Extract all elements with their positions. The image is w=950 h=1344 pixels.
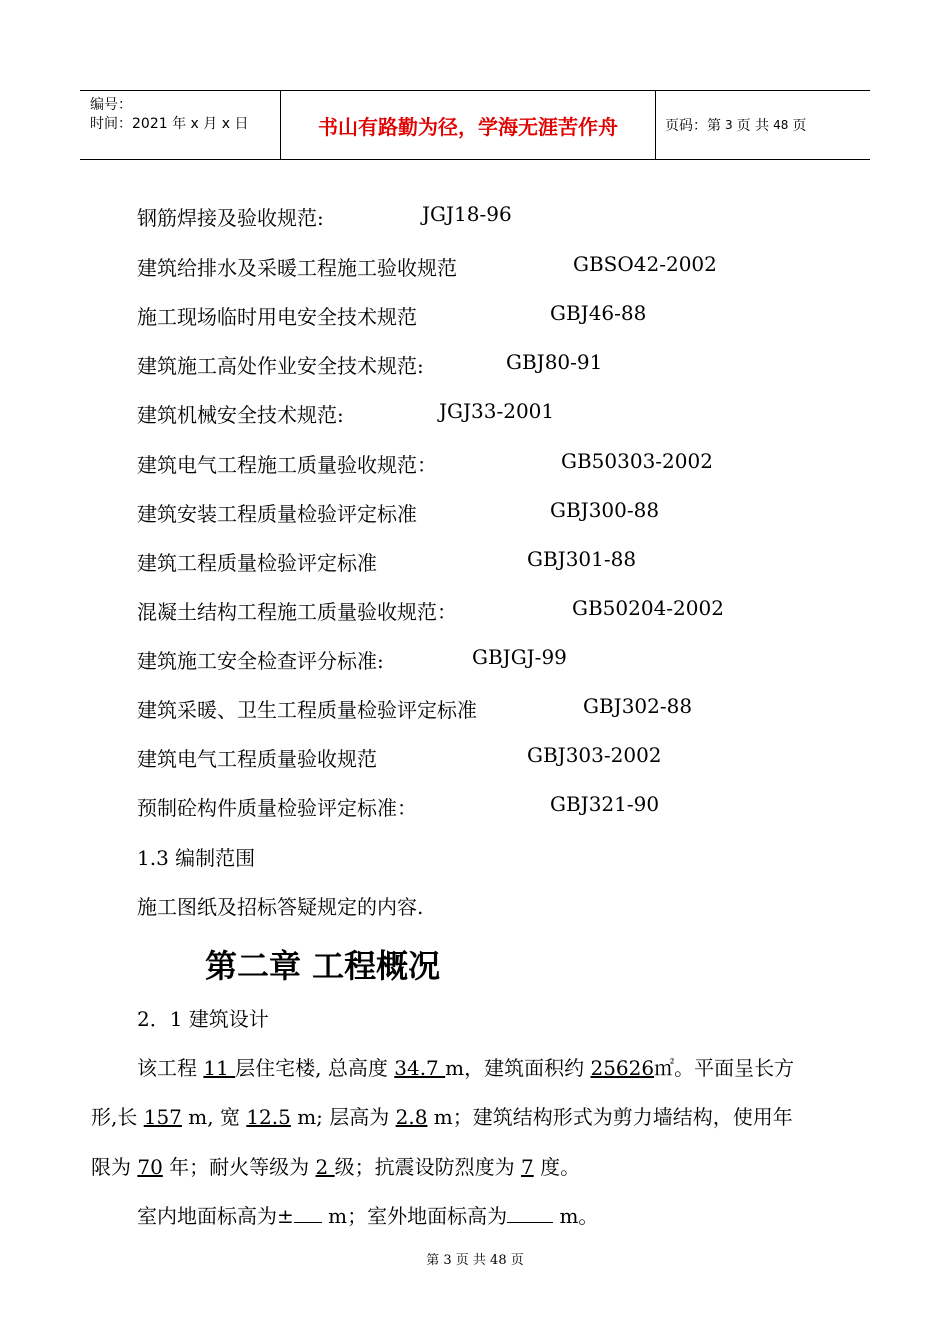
standard-name: 建筑电气工程施工质量验收规范： [137, 453, 437, 477]
header-divider [655, 91, 656, 159]
standard-code: GBJ303-2002 [527, 743, 662, 767]
standard-item [137, 301, 647, 330]
paragraph-line [91, 1101, 793, 1130]
header-page-info [665, 91, 806, 159]
standard-code: JGJ33-2001 [439, 399, 555, 423]
page-current: 3 [725, 118, 733, 132]
paragraph-line [137, 1200, 598, 1229]
text: m, 宽 [181, 1105, 247, 1129]
standard-code: GBSO42-2002 [573, 252, 717, 276]
text: 形,长 [91, 1105, 144, 1129]
standard-item [137, 202, 512, 231]
text: 级；抗震设防烈度为 [334, 1155, 521, 1179]
text: m; 层高为 [290, 1105, 396, 1129]
standard-item [137, 743, 662, 772]
standard-item [137, 694, 693, 723]
text: m，建筑面积约 [445, 1056, 591, 1080]
standard-item [137, 399, 555, 428]
text: ㎡。平面呈长方 [654, 1056, 795, 1080]
fire-rating-value: 2 [315, 1155, 335, 1179]
section-heading: 1.3 编制范围 [137, 846, 256, 870]
standard-item [137, 596, 724, 625]
standard-item [137, 498, 660, 527]
time-label: 时间：2021 年 x 月 x 日 [90, 116, 249, 132]
standard-name: 预制砼构件质量检验评定标准： [137, 796, 417, 820]
standard-name: 建筑施工安全检查评分标准: [137, 649, 384, 673]
storey-height-value: 2.8 [395, 1105, 428, 1129]
page-mid: 页 共 [736, 118, 770, 134]
standard-item [137, 792, 660, 821]
standard-name: 钢筋焊接及验收规范: [137, 206, 324, 230]
text: 限为 [91, 1155, 138, 1179]
standard-code: GBJGJ-99 [472, 645, 567, 669]
standard-item [137, 252, 717, 281]
paragraph-line [91, 1151, 580, 1180]
blank-field [294, 1204, 322, 1223]
text: 年；耐火等级为 [162, 1155, 316, 1179]
text: 室内地面标高为± [137, 1204, 294, 1228]
standard-code: GBJ321-90 [550, 792, 660, 816]
standard-name: 施工现场临时用电安全技术规范 [137, 305, 417, 329]
standard-name: 建筑采暖、卫生工程质量检验评定标准 [137, 698, 477, 722]
floors-value: 11 [203, 1056, 236, 1080]
text: m。 [553, 1204, 599, 1228]
standard-code: GBJ46-88 [550, 301, 647, 325]
standard-name: 建筑安装工程质量检验评定标准 [137, 502, 417, 526]
text: 该工程 [137, 1056, 204, 1080]
height-value: 34.7 [394, 1056, 446, 1080]
blank-field [507, 1204, 553, 1223]
text: m；建筑结构形式为剪力墙结构，使用年 [427, 1105, 793, 1129]
page-total: 48 [773, 118, 789, 132]
service-years-value: 70 [137, 1155, 163, 1179]
standard-code: GBJ302-88 [583, 694, 693, 718]
length-value: 157 [143, 1105, 182, 1129]
standard-name: 建筑电气工程质量验收规范 [137, 747, 377, 771]
serial-label: 编号： [90, 97, 132, 113]
header-motto: 书山有路勤为径，学海无涯苦作舟 [318, 114, 618, 139]
area-value: 25626 [590, 1056, 655, 1080]
text: 度。 [533, 1155, 581, 1179]
standard-code: GBJ300-88 [550, 498, 660, 522]
chapter-title: 第二章 工程概况 [205, 947, 441, 985]
standard-code: JGJ18-96 [422, 202, 512, 226]
standard-item [137, 645, 567, 674]
page-header [80, 90, 870, 160]
standard-name: 建筑机械安全技术规范: [137, 403, 344, 427]
header-meta [80, 91, 280, 159]
page-prefix: 页码：第 [665, 118, 721, 134]
paragraph-line [137, 1052, 794, 1081]
seismic-value: 7 [520, 1155, 534, 1179]
standard-item [137, 449, 713, 478]
width-value: 12.5 [246, 1105, 291, 1129]
standard-code: GBJ80-91 [506, 350, 603, 374]
text: 层住宅楼, 总高度 [235, 1056, 395, 1080]
standard-name: 建筑施工高处作业安全技术规范: [137, 354, 424, 378]
page-suffix: 页 [792, 118, 807, 134]
standard-code: GB50204-2002 [572, 596, 724, 620]
standard-code: GBJ301-88 [527, 547, 637, 571]
standard-code: GB50303-2002 [561, 449, 713, 473]
standard-name: 建筑工程质量检验评定标准 [137, 551, 377, 575]
standard-item [137, 350, 603, 379]
page-footer: 第 3 页 共 48 页 [426, 1253, 524, 1268]
standard-item [137, 547, 637, 576]
section-text: 施工图纸及招标答疑规定的内容. [137, 895, 424, 919]
text: m；室外地面标高为 [321, 1204, 508, 1228]
standard-name: 混凝土结构工程施工质量验收规范： [137, 600, 457, 624]
standard-name: 建筑给排水及采暖工程施工验收规范 [137, 256, 457, 280]
section-heading: 2．1 建筑设计 [137, 1007, 269, 1031]
